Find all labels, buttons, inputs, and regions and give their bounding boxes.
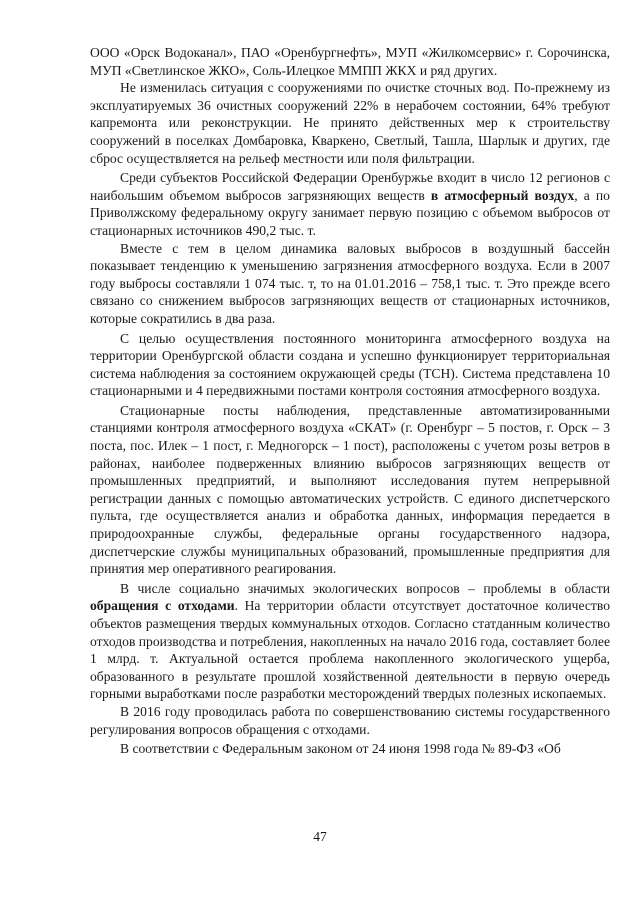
paragraph-4-text: Вместе с тем в целом динамика валовых выбросов в воздушный бассейн показывает тенденцию к уменьшению загрязнения атмосферного воздуха. Если в 2007 году выбросы составляли 1 074 тыс. т, то на 01.01.2016 – 758,1 тыс. т. Это прежде всего связано со снижением выбросов загрязняющих веществ от стационарных источников, которые сократились в два раза. bbox=[90, 240, 610, 326]
paragraph-5 bbox=[90, 330, 610, 400]
paragraph-6-text: Стационарные посты наблюдения, представленные автоматизированными станциями контроля атмосферного воздуха «СКАТ» (г. Оренбург – 5 постов, г. Орск – 3 поста, пос. Илек – 1 пост, г. Медногорск – 1 пост), расположены с учетом розы ветров в районах, наиболее подверженных влиянию выбросов загрязняющих веществ от промышленных предприятий, и выполняют исследования путем непрерывной регистрации данных с помощью автоматических устройств. С единого диспетчерского пульта, где осуществляется анализ и обработка данных, информация передается в природоохранные службы, федеральные органы государственного надзора, диспетчерские службы муниципальных образований, промышленные предприятия для принятия мер оперативного реагирования. bbox=[90, 402, 610, 577]
paragraph-3 bbox=[90, 169, 610, 239]
paragraph-9-text: В соответствии с Федеральным законом от 24 июня 1998 года № 89-ФЗ «Об bbox=[120, 741, 561, 757]
paragraph-3-text-a: Среди субъектов Российской Федерации Оренбуржье входит в число 12 регионов с наибольшим объемом выбросов загрязняющих веществ bbox=[90, 170, 610, 203]
paragraph-2-text: Не изменилась ситуация с сооружениями по очистке сточных вод. По-прежнему из эксплуатируемых 36 очистных сооружений 22% в нерабочем состоянии, 64% требуют капремонта или реконструкции. Не принято действенных мер к строительству сооружений в поселках Домбаровка, Кваркено, Светлый, Ташла, Шарлык и других, где сброс осуществляется на рельеф местности или поля фильтрации. bbox=[90, 80, 610, 166]
paragraph-3-bold-term: в атмосферный воздух bbox=[430, 187, 575, 203]
paragraph-2 bbox=[90, 79, 610, 167]
paragraph-3-text-b: , а по Приволжскому федеральному округу занимает первую позицию с объемом выбросов от стационарных источников 490,2 тыс. т. bbox=[90, 187, 610, 238]
paragraph-7-text-a: В числе социально значимых экологических вопросов – проблемы в области bbox=[120, 580, 610, 596]
paragraph-8-text: В 2016 году проводилась работа по совершенствованию системы государственного регулирования вопросов обращения с отходами. bbox=[90, 703, 610, 737]
paragraph-5-text: С целью осуществления постоянного мониторинга атмосферного воздуха на территории Оренбургской области создана и успешно функционирует территориальная система наблюдения за состоянием окружающей среды (ТСН). Система представлена 10 стационарными и 4 передвижными постами контроля состояния атмосферного воздуха. bbox=[90, 330, 610, 399]
paragraph-9 bbox=[90, 740, 610, 758]
paragraph-4 bbox=[90, 240, 610, 328]
paragraph-7-text-b: . На территории области отсутствует достаточное количество объектов размещения твердых коммунальных отходов. Согласно статданным количество отходов производства и потребления, накопленных на начало 2016 года, составляет более 1 млрд. т. Актуальной остается проблема накопленного экологического ущерба, образованного в результате прошлой хозяйственной деятельности в первую очередь горными выработками после разработки месторождений твердых полезных ископаемых. bbox=[90, 598, 610, 702]
paragraph-8 bbox=[90, 703, 610, 738]
paragraph-1-text: ООО «Орск Водоканал», ПАО «Оренбургнефть», МУП «Жилкомсервис» г. Сорочинска, МУП «Светлинское ЖКО», Соль-Илецкое ММПП ЖКХ и ряд других. bbox=[90, 45, 610, 78]
paragraph-7 bbox=[90, 580, 610, 703]
paragraph-7-bold-term: обращения с отходами bbox=[90, 598, 235, 614]
paragraph-6 bbox=[90, 402, 610, 578]
paragraph-1 bbox=[90, 44, 610, 79]
document-page-body bbox=[90, 44, 610, 758]
page-number: 47 bbox=[313, 829, 327, 844]
